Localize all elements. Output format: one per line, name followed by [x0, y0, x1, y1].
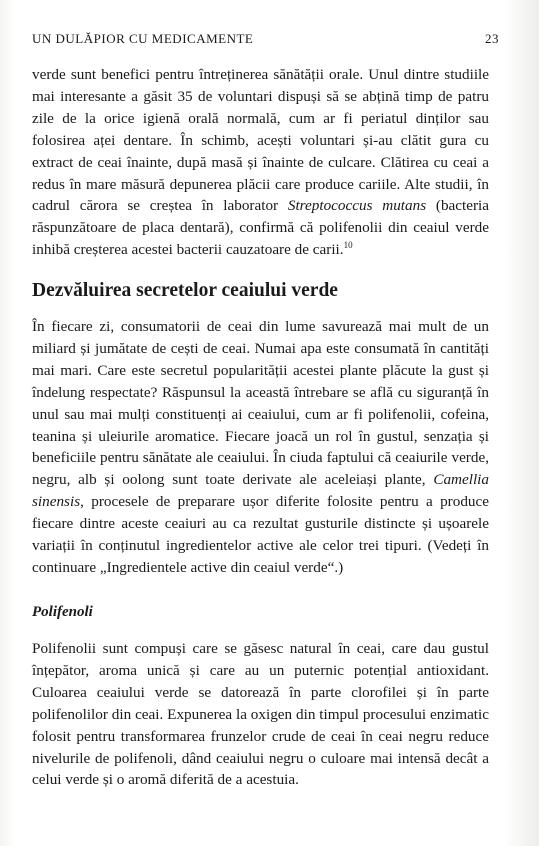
paragraph-polyphenols	[32, 638, 489, 791]
species-name: Streptococcus mutans	[287, 197, 427, 215]
section-heading: Dezvăluirea secretelor ceaiului verde	[32, 280, 338, 301]
paragraph-intro	[32, 64, 489, 261]
page-number: 23	[485, 31, 499, 46]
paragraph-secrets	[32, 316, 489, 579]
paragraph-text: verde sunt benefici pentru întreținerea sănătății orale. Unul dintre studiile mai interesante a găsit 35 de voluntari dispuși să se abțină timp de patru zile de la orice igienă orală normală, cum ar fi periatul dinților sau folosirea aței dentare. În schimb, acești voluntari și-au clătit gura cu extract de ceai înainte, după masă și înainte de culcare. Clătirea cu ceai a redus în mare măsură depunerea plăcii care produce cariile. Alte studii, în cadrul cărora se creștea în laborator	[32, 66, 489, 215]
footnote-marker: 10	[343, 240, 353, 251]
species-name: Camellia sinensis	[32, 471, 489, 511]
paragraph-text: (bacteria răspunzătoare de placa dentară), confirmă că polifenolii din ceaiul verde inhibă creșterea acestei bacterii cauzatoare de carii.	[32, 197, 489, 259]
running-title: UN DULĂPIOR CU MEDICAMENTE	[32, 31, 254, 46]
paragraph-text: În fiecare zi, consumatorii de ceai din lume savurează mai mult de un miliard și jumătate de cești de ceai. Numai apa este consumată în cantități mai mari. Care este secretul popularității acestei plante plăcute la gust și îndelung respectate? Răspunsul la această întrebare se află cu siguranță în unul sau mai mulți constituenți ai ceaiului, cum ar fi polifenolii, cofeina, teanina și uleiurile aromatice. Fiecare joacă un rol în gustul, senzația și beneficiile pentru sănătate ale ceaiului. În ciuda faptului că ceaiurile verde, negru, alb și oolong sunt toate derivate ale aceleiași plante,	[32, 318, 489, 489]
page-header	[32, 31, 499, 47]
subsection-heading: Polifenoli	[32, 604, 93, 620]
paragraph-text: , procesele de preparare ușor diferite folosite pentru a produce fiecare dintre aceste ceaiuri au ca rezultat gusturile distincte și ușoarele variații în conținutul ingredientelor active ale celor trei tipuri. (Vedeți în continuare „Ingredientele active din ceaiul verde“.)	[32, 493, 489, 576]
paragraph-text: Polifenolii sunt compuși care se găsesc natural în ceai, care dau gustul înțepător, aroma unică și care au un puternic potențial antioxidant. Culoarea ceaiului verde se datorează în parte clorofilei și în parte polifenolilor din ceai. Expunerea la oxigen din timpul procesului enzimatic folosit pentru transformarea frunzelor crude de ceai în ceai negru reduce nivelurile de polifenoli, dând ceaiului negru o culoare mai intensă decât a celui verde și o aromă diferită de a acestuia.	[32, 640, 489, 789]
